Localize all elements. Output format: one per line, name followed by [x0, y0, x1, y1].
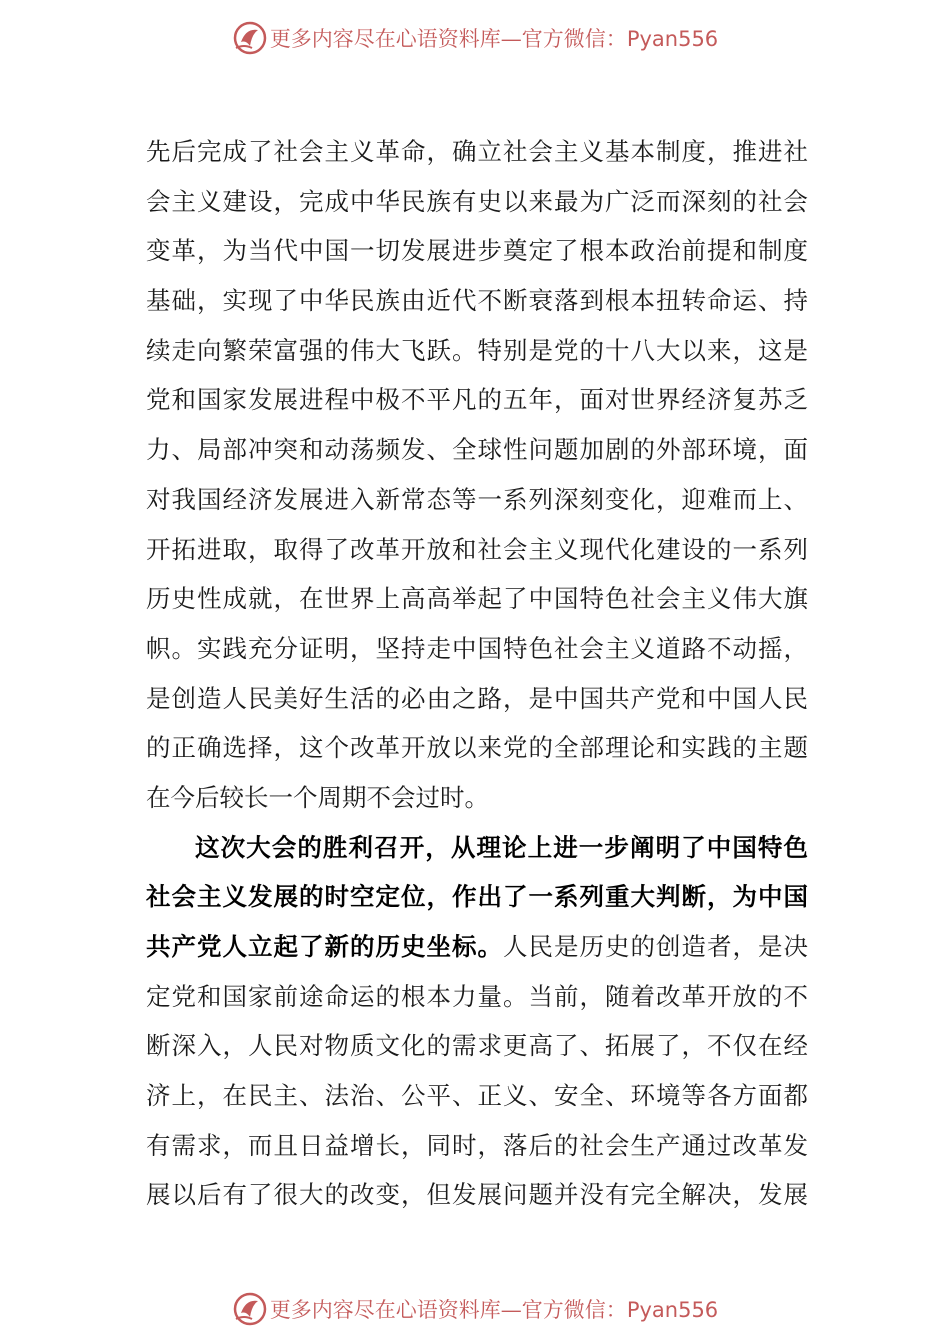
body-line: 帜。实践充分证明，坚持走中国特色社会主义道路不动摇，: [146, 633, 808, 663]
body-line: 定党和国家前途命运的根本力量。当前，随着改革开放的不: [146, 981, 808, 1011]
bold-lead-line: 社会主义发展的时空定位，作出了一系列重大判断，为中国: [146, 882, 808, 912]
body-line: 历史性成就，在世界上高高举起了中国特色社会主义伟大旗: [146, 584, 808, 614]
footer-banner-text: 更多内容尽在心语资料库—官方微信：Pyan556: [269, 1298, 719, 1322]
body-line: 断深入，人民对物质文化的需求更高了、拓展了，不仅在经: [146, 1031, 808, 1061]
body-line: 对我国经济发展进入新常态等一系列深刻变化，迎难而上、: [146, 484, 808, 514]
body-line: 有需求，而且日益增长，同时，落后的社会生产通过改革发: [146, 1130, 808, 1160]
header-banner: [0, 18, 950, 58]
bold-lead-line: 这次大会的胜利召开，从理论上进一步阐明了中国特色: [195, 832, 808, 862]
brand-logo-icon: [232, 20, 268, 56]
body-line: 开拓进取，取得了改革开放和社会主义现代化建设的一系列: [146, 534, 808, 564]
bold-lead-text: 共产党人立起了新的历史坐标。: [146, 932, 503, 961]
body-line: 先后完成了社会主义革命，确立社会主义基本制度，推进社: [146, 137, 808, 166]
body-line: 的正确选择，这个改革开放以来党的全部理论和实践的主题: [146, 733, 808, 763]
brand-logo-icon: [232, 1291, 268, 1327]
mixed-line: [146, 922, 808, 972]
body-line: 会主义建设，完成中华民族有史以来最为广泛而深刻的社会: [146, 186, 808, 216]
wechat-id: Pyan556: [626, 27, 719, 51]
body-line: 续走向繁荣富强的伟大飞跃。特别是党的十八大以来，这是: [146, 335, 808, 365]
wechat-id: Pyan556: [626, 1298, 719, 1322]
document-body: [146, 127, 808, 1220]
body-text: 人民是历史的创造者，是决: [503, 932, 808, 961]
body-line: 变革，为当代中国一切发展进步奠定了根本政治前提和制度: [146, 236, 808, 266]
body-line: 力、局部冲突和动荡频发、全球性问题加剧的外部环境，面: [146, 435, 808, 465]
body-line: 党和国家发展进程中极不平凡的五年，面对世界经济复苏乏: [146, 385, 808, 415]
header-banner-text: 更多内容尽在心语资料库—官方微信：Pyan556: [269, 27, 719, 51]
body-line: 基础，实现了中华民族由近代不断衰落到根本扭转命运、持: [146, 286, 808, 316]
body-line: 展以后有了很大的改变，但发展问题并没有完全解决，发展: [146, 1180, 808, 1210]
body-line: 是创造人民美好生活的必由之路，是中国共产党和中国人民: [146, 683, 808, 713]
body-line: 在今后较长一个周期不会过时。: [146, 782, 489, 812]
body-line: 济上，在民主、法治、公平、正义、安全、环境等各方面都: [146, 1081, 808, 1111]
footer-banner: [0, 1289, 950, 1329]
